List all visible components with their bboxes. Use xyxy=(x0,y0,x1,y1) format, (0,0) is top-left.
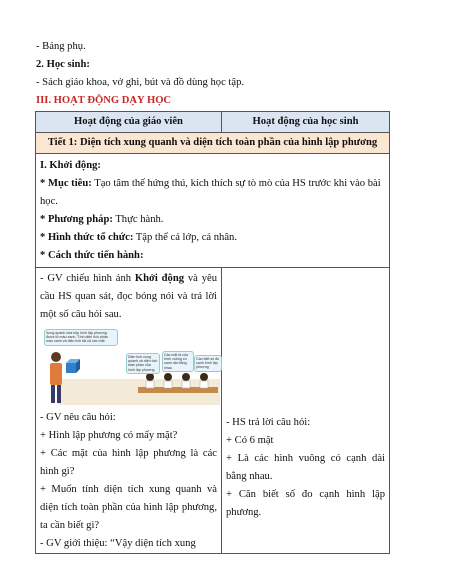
speech-bubble-teacher: Xung quanh của hộp hình lập phương được tô màu xanh. Tính diện tích phần màu xanh và diện tích tất cả các mặt. xyxy=(44,329,118,346)
teacher-line: + Muốn tính diện tích xung quanh và diện tích toàn phần của hình lập phương, ta cần biết gì? xyxy=(40,484,217,531)
student-line: + Có 6 mặt xyxy=(226,435,274,446)
document-page xyxy=(36,39,396,554)
teacher-intro-paragraph: - GV chiếu hình ảnh Khởi động và yêu cầu HS quan sát, đọc bóng nói và trả lời một số câu hỏi sau. xyxy=(40,273,218,320)
phuong-phap: * Phương pháp: Thực hành. xyxy=(40,214,164,225)
khoi-dong-block xyxy=(36,154,390,268)
hoc-sinh-text: - Sách giáo khoa, vở ghi, bút và đồ dùng học tập. xyxy=(36,77,245,88)
student-line: + Là các hình vuông có cạnh dài bằng nhau. xyxy=(226,453,385,482)
khoi-dong-heading: I. Khởi động: xyxy=(40,160,101,171)
student-activity-cell xyxy=(222,268,390,554)
teacher-line: + Các mặt của hình lập phương là các hình gì? xyxy=(40,448,217,477)
teacher-line: - GV nêu câu hỏi: xyxy=(40,412,116,423)
teacher-line: + Hình lập phương có mấy mặt? xyxy=(40,430,178,441)
student-column-header: Hoạt động của học sinh xyxy=(222,112,390,133)
cach-thuc-label: * Cách thức tiến hành: xyxy=(40,250,144,261)
teacher-column-header: Hoạt động của giáo viên xyxy=(36,112,222,133)
muc-tieu: * Mục tiêu: Tạo tâm thế hứng thú, kích thích sự tò mò của HS trước khi vào bài học. xyxy=(40,178,381,207)
speech-bubble-student-3: Cần biết số đo cạnh hình lập phương xyxy=(194,355,222,372)
teacher-line: - GV giới thiệu: “Vậy diện tích xung xyxy=(40,538,196,549)
activity-table xyxy=(35,111,390,554)
table-header-row xyxy=(36,112,390,133)
khoi-dong-illustration xyxy=(38,327,220,405)
teacher-activity-cell xyxy=(36,268,222,554)
speech-bubble-student-2: Các mặt là của hình vuông có cạnh dài bằng nhau xyxy=(162,351,194,372)
hinh-thuc: * Hình thức tổ chức: Tập thể cả lớp, cá nhân. xyxy=(40,232,237,243)
bang-phu-line: - Bảng phụ. xyxy=(36,41,86,52)
lesson-title: Tiết 1: Diện tích xung quanh và diện tích toàn phần của hình lập phương xyxy=(36,133,390,154)
speech-bubble-student-1: Diện tích xung quanh và diện tích toàn phần của hình lập phương xyxy=(126,353,160,374)
hoc-sinh-heading: 2. Học sinh: xyxy=(36,59,90,70)
student-line: - HS trả lời câu hỏi: xyxy=(226,417,311,428)
section-title: III. HOẠT ĐỘNG DẠY HỌC xyxy=(36,95,172,106)
student-line: + Căn biết số đo cạnh hình lập phương. xyxy=(226,489,385,518)
